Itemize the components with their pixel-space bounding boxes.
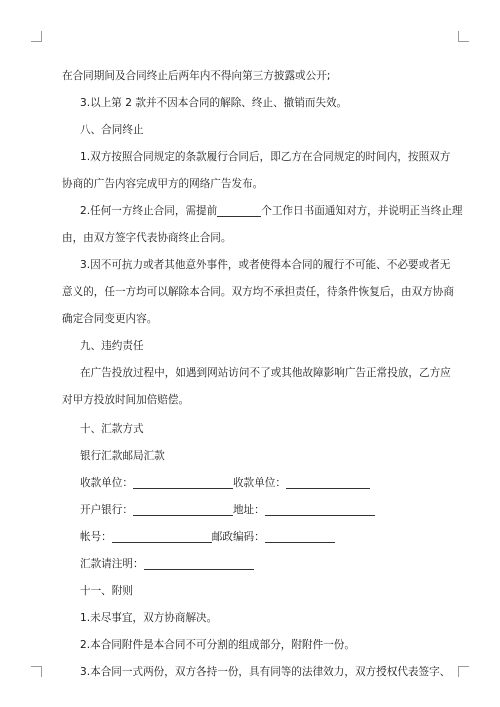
receiving-unit-blank[interactable]	[286, 476, 370, 489]
crop-mark-bottom-right	[458, 666, 469, 677]
postcode-blank[interactable]	[265, 530, 335, 543]
crop-mark-top-left	[31, 31, 42, 42]
form-row-account	[62, 527, 442, 548]
address-blank[interactable]	[265, 503, 375, 516]
section-heading: 八、合同终止	[80, 124, 144, 136]
section-heading: 十、汇款方式	[80, 423, 144, 435]
paragraph-line: 银行汇款邮局汇款	[80, 450, 165, 462]
paragraph-line: 3.因不可抗力或者其他意外事件，或者使得本合同的履行不可能、不必要或者无	[80, 259, 451, 271]
form-row-bank	[62, 500, 442, 521]
form-row-payee	[62, 473, 442, 494]
form-row-remit-note	[62, 554, 442, 575]
address-label: 地址：	[232, 504, 265, 516]
paragraph-line: 3.以上第 2 款并不因本合同的解除、终止、撤销而失效。	[80, 97, 348, 109]
paragraph-line: 1.未尽事宜，双方协商解决。	[80, 612, 218, 624]
remit-note-blank[interactable]	[144, 557, 254, 570]
paragraph-line: 在广告投放过程中，如遇到网站访问不了或其他故障影响广告正常投放，乙方应	[80, 367, 451, 379]
account-label: 帐号：	[80, 531, 112, 543]
paragraph-line: 2.本合同附件是本合同不可分割的组成部分，附附件一份。	[80, 639, 355, 651]
paragraph-line: 1.双方按照合同规定的条款履行合同后，即乙方在合同规定的时间内，按照双方	[80, 151, 451, 163]
paragraph-line: 由，由双方签字代表协商终止合同。	[62, 232, 232, 244]
section-heading: 九、违约责任	[80, 340, 144, 352]
paragraph-text: 2.任何一方终止合同，需提前	[80, 205, 218, 217]
paragraph-line: 意义的，任一方均可以解除本合同。双方均不承担责任，待条件恢复后，由双方协商	[62, 286, 454, 298]
fill-in-blank[interactable]	[217, 204, 261, 217]
receiving-unit-label: 收款单位：	[232, 477, 286, 489]
paragraph-line: 在合同期间及合同终止后两年内不得向第三方披露或公开;	[62, 70, 331, 82]
paragraph-line	[62, 201, 463, 222]
paragraph-line: 确定合同变更内容。	[62, 313, 158, 325]
paragraph-line: 3.本合同一式两份，双方各持一份，具有同等的法律效力，双方授权代表签字、	[80, 666, 451, 678]
bank-blank[interactable]	[133, 503, 233, 516]
bank-label: 开户银行：	[80, 504, 133, 516]
section-heading: 十一、附则	[80, 585, 133, 597]
paragraph-line: 对甲方投放时间加倍赔偿。	[62, 394, 190, 406]
document-body	[62, 66, 463, 683]
account-blank[interactable]	[112, 530, 212, 543]
crop-mark-bottom-left	[31, 666, 42, 677]
paragraph-text: 个工作日书面通知对方，并说明正当终止理	[261, 205, 463, 217]
postcode-label: 邮政编码：	[211, 531, 265, 543]
paragraph-line: 协商的广告内容完成甲方的网络广告发布。	[62, 178, 264, 190]
crop-mark-top-right	[458, 31, 469, 42]
payee-unit-label: 收款单位：	[80, 477, 133, 489]
remit-note-label: 汇款请注明：	[80, 558, 144, 570]
payee-unit-blank[interactable]	[133, 476, 233, 489]
